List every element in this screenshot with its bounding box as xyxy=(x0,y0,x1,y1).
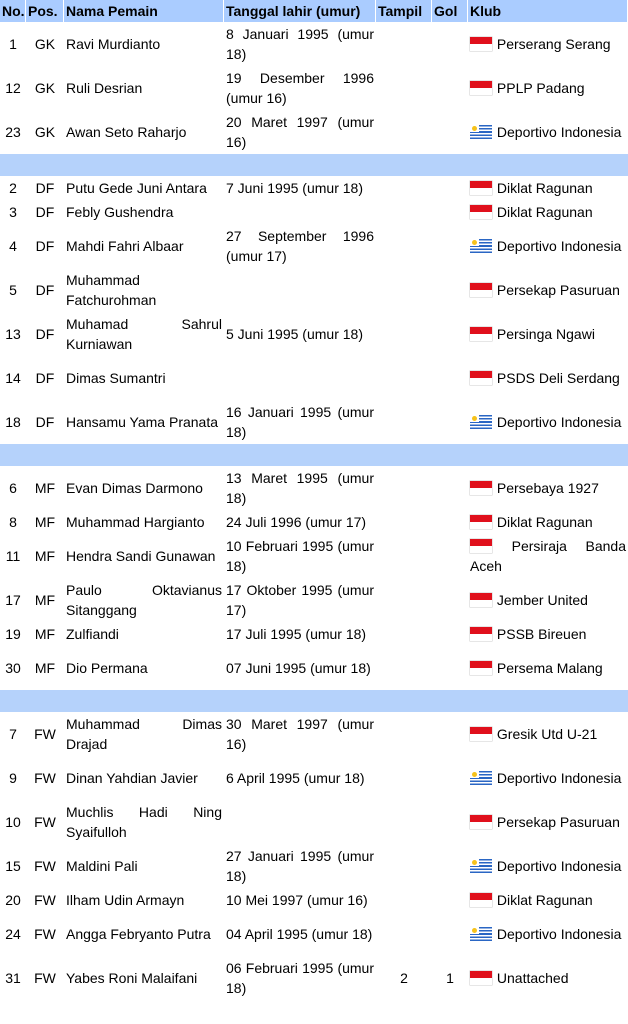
player-club xyxy=(468,646,628,690)
player-goals xyxy=(432,844,468,888)
player-goals xyxy=(432,176,468,200)
col-header-dob[interactable]: Tanggal lahir (umur) xyxy=(224,0,376,22)
player-name-link[interactable]: Ravi Murdianto xyxy=(66,36,161,52)
player-row xyxy=(0,510,628,534)
player-number: 10 xyxy=(5,814,21,830)
club-link[interactable]: PSSB Bireuen xyxy=(496,626,587,642)
indonesia-flag-icon[interactable] xyxy=(470,661,492,675)
player-name-link[interactable]: Paulo Oktavianus Sitanggang xyxy=(66,582,222,618)
player-club xyxy=(468,356,628,400)
player-name-link[interactable]: Angga Febryanto Putra xyxy=(66,926,211,942)
player-birthdate xyxy=(224,268,376,312)
birthdate-value: 5 Juni 1995 xyxy=(226,326,299,342)
player-appearances xyxy=(376,356,432,400)
player-goals xyxy=(432,466,468,510)
player-name-link[interactable]: Mahdi Fahri Albaar xyxy=(66,238,184,254)
indonesia-flag-icon[interactable] xyxy=(470,81,492,95)
player-goals xyxy=(432,712,468,756)
player-club xyxy=(468,400,628,444)
uruguay-flag-icon[interactable] xyxy=(470,239,492,253)
player-birthdate xyxy=(224,22,376,66)
player-row xyxy=(0,312,628,356)
player-goals xyxy=(432,22,468,66)
age-value: (umur 18) xyxy=(305,626,367,642)
player-name-link[interactable]: Muhammad Hargianto xyxy=(66,514,205,530)
age-value: (umur 17) xyxy=(226,248,287,264)
player-name-link[interactable]: Ruli Desrian xyxy=(66,80,143,96)
player-position: GK xyxy=(34,80,56,96)
age-value: (umur 18) xyxy=(226,538,374,574)
player-goals xyxy=(432,912,468,956)
age-value: (umur 18) xyxy=(303,770,365,786)
club-link[interactable]: Deportivo Indonesia xyxy=(496,926,622,942)
age-value: (umur 18) xyxy=(226,404,374,440)
player-number: 23 xyxy=(5,124,21,140)
player-club xyxy=(468,176,628,200)
age-value: (umur 17) xyxy=(305,514,367,530)
uruguay-flag-icon[interactable] xyxy=(470,927,492,941)
player-position: GK xyxy=(34,36,56,52)
player-row xyxy=(0,712,628,756)
indonesia-flag-icon[interactable] xyxy=(470,593,492,607)
player-birthdate xyxy=(224,578,376,622)
player-club xyxy=(468,22,628,66)
player-position: DF xyxy=(35,370,55,386)
player-position: FW xyxy=(34,970,56,986)
squad-body xyxy=(0,22,628,1000)
group-separator xyxy=(0,154,628,176)
player-goals xyxy=(432,224,468,268)
player-birthdate xyxy=(224,200,376,224)
age-value: (umur 17) xyxy=(226,582,375,618)
player-club xyxy=(468,534,628,578)
player-number: 19 xyxy=(5,626,21,642)
player-row xyxy=(0,268,628,312)
player-position: FW xyxy=(34,814,56,830)
club-link[interactable]: Persiraja Banda Aceh xyxy=(470,538,626,574)
player-row xyxy=(0,66,628,110)
player-appearances xyxy=(376,200,432,224)
player-number: 17 xyxy=(5,592,21,608)
player-name-link[interactable]: Zulfiandi xyxy=(66,626,119,642)
player-position: DF xyxy=(35,204,55,220)
player-position: MF xyxy=(34,514,56,530)
player-number: 13 xyxy=(5,326,21,342)
player-number: 8 xyxy=(9,514,17,530)
player-name-link[interactable]: Muhammad Dimas Drajad xyxy=(66,716,222,752)
player-name-link[interactable]: Muchlis Hadi Ning Syaifulloh xyxy=(66,804,222,840)
player-appearances xyxy=(376,578,432,622)
player-row xyxy=(0,534,628,578)
player-name-link[interactable]: Dio Permana xyxy=(66,660,148,676)
player-appearances xyxy=(376,800,432,844)
header-row xyxy=(0,0,628,22)
player-club xyxy=(468,110,628,154)
club-link[interactable]: Diklat Ragunan xyxy=(496,180,593,196)
birthdate-value: 16 Januari 1995 xyxy=(226,404,332,420)
player-position: FW xyxy=(34,858,56,874)
club-link[interactable]: Persinga Ngawi xyxy=(496,326,595,342)
player-goals xyxy=(432,800,468,844)
player-goals xyxy=(432,646,468,690)
club-link[interactable]: Persekap Pasuruan xyxy=(496,282,620,298)
player-position: FW xyxy=(34,726,56,742)
player-club xyxy=(468,622,628,646)
indonesia-flag-icon[interactable] xyxy=(470,627,492,641)
age-value: (umur 18) xyxy=(226,26,374,62)
player-goals xyxy=(432,534,468,578)
player-goals xyxy=(432,66,468,110)
player-birthdate xyxy=(224,800,376,844)
player-club xyxy=(468,912,628,956)
player-club xyxy=(468,844,628,888)
player-birthdate xyxy=(224,956,376,1000)
player-position: DF xyxy=(35,414,55,430)
separator-cell xyxy=(0,154,628,176)
indonesia-flag-icon[interactable] xyxy=(470,727,492,741)
club-link[interactable]: Diklat Ragunan xyxy=(496,514,593,530)
uruguay-flag-icon[interactable] xyxy=(470,859,492,873)
birthdate-value: 07 Juni 1995 xyxy=(226,660,307,676)
birthdate-value: 8 Januari 1995 xyxy=(226,26,329,42)
age-value: (umur 18) xyxy=(226,960,374,996)
player-appearances xyxy=(376,466,432,510)
age-value: (umur 18) xyxy=(310,660,371,676)
player-position: FW xyxy=(34,926,56,942)
player-appearances xyxy=(376,400,432,444)
group-separator xyxy=(0,690,628,712)
player-goals xyxy=(432,200,468,224)
player-goals xyxy=(432,510,468,534)
player-number: 4 xyxy=(9,238,17,254)
player-position: GK xyxy=(34,124,56,140)
player-goals: 1 xyxy=(446,970,454,986)
player-club xyxy=(468,224,628,268)
player-birthdate xyxy=(224,534,376,578)
player-birthdate xyxy=(224,912,376,956)
col-header-club[interactable]: Klub xyxy=(468,0,628,22)
player-club xyxy=(468,888,628,912)
player-row xyxy=(0,756,628,800)
player-row xyxy=(0,578,628,622)
birthdate-value: 30 Maret 1997 xyxy=(226,716,328,732)
player-birthdate xyxy=(224,888,376,912)
player-club xyxy=(468,800,628,844)
player-club xyxy=(468,200,628,224)
age-value: (umur 16) xyxy=(226,716,374,752)
player-row xyxy=(0,466,628,510)
birthdate-value: 27 September 1996 xyxy=(226,228,374,244)
player-position: MF xyxy=(34,660,56,676)
club-link[interactable]: Diklat Ragunan xyxy=(496,204,593,220)
indonesia-flag-icon[interactable] xyxy=(470,37,492,51)
player-name-link[interactable]: Evan Dimas Darmono xyxy=(66,480,203,496)
indonesia-flag-icon[interactable] xyxy=(470,515,492,529)
col-header-name[interactable]: Nama Pemain xyxy=(64,0,224,22)
player-position: DF xyxy=(35,180,55,196)
player-appearances xyxy=(376,312,432,356)
birthdate-value: 04 April 1995 xyxy=(226,926,308,942)
player-club xyxy=(468,510,628,534)
col-header-apps[interactable]: Tampil xyxy=(376,0,432,22)
player-club xyxy=(468,466,628,510)
player-position: DF xyxy=(35,238,55,254)
birthdate-value: 06 Februari 1995 xyxy=(226,960,334,976)
club-link[interactable]: PPLP Padang xyxy=(496,80,585,96)
club-link[interactable]: Unattached xyxy=(496,970,569,986)
col-header-no[interactable]: No. xyxy=(0,0,26,22)
birthdate-value: 10 Februari 1995 xyxy=(226,538,334,554)
col-header-pos[interactable]: Pos. xyxy=(26,0,64,22)
indonesia-flag-icon[interactable] xyxy=(470,371,492,385)
player-goals xyxy=(432,888,468,912)
player-number: 20 xyxy=(5,892,21,908)
player-row xyxy=(0,622,628,646)
indonesia-flag-icon[interactable] xyxy=(470,327,492,341)
club-link[interactable]: Deportivo Indonesia xyxy=(496,770,622,786)
player-number: 7 xyxy=(9,726,17,742)
birthdate-value: 19 Desember 1996 xyxy=(226,70,374,86)
player-club xyxy=(468,268,628,312)
player-birthdate xyxy=(224,622,376,646)
player-row xyxy=(0,912,628,956)
indonesia-flag-icon[interactable] xyxy=(470,893,492,907)
player-number: 15 xyxy=(5,858,21,874)
player-row xyxy=(0,646,628,690)
player-goals xyxy=(432,268,468,312)
player-position: MF xyxy=(34,626,56,642)
player-appearances xyxy=(376,888,432,912)
club-link[interactable]: Persebaya 1927 xyxy=(496,480,599,496)
player-row xyxy=(0,224,628,268)
player-number: 5 xyxy=(9,282,17,298)
player-goals xyxy=(432,622,468,646)
player-birthdate xyxy=(224,110,376,154)
uruguay-flag-icon[interactable] xyxy=(470,125,492,139)
birthdate-value: 20 Maret 1997 xyxy=(226,114,328,130)
player-row xyxy=(0,22,628,66)
player-row xyxy=(0,400,628,444)
age-value: (umur 18) xyxy=(302,180,363,196)
player-number: 18 xyxy=(5,414,21,430)
player-name-link[interactable]: Ilham Udin Armayn xyxy=(66,892,185,908)
player-appearances xyxy=(376,22,432,66)
age-value: (umur 18) xyxy=(226,848,374,884)
player-birthdate xyxy=(224,646,376,690)
separator-cell xyxy=(0,444,628,466)
player-appearances xyxy=(376,756,432,800)
player-name-link[interactable]: Dinan Yahdian Javier xyxy=(66,770,198,786)
player-club xyxy=(468,312,628,356)
player-name-link[interactable]: Febly Gushendra xyxy=(66,204,174,220)
player-appearances xyxy=(376,844,432,888)
indonesia-flag-icon[interactable] xyxy=(470,283,492,297)
player-appearances: 2 xyxy=(400,970,408,986)
player-row xyxy=(0,200,628,224)
player-appearances xyxy=(376,268,432,312)
birthdate-value: 27 Januari 1995 xyxy=(226,848,332,864)
indonesia-flag-icon[interactable] xyxy=(470,815,492,829)
player-appearances xyxy=(376,510,432,534)
player-row xyxy=(0,888,628,912)
player-number: 1 xyxy=(9,36,17,52)
player-birthdate xyxy=(224,466,376,510)
player-club xyxy=(468,756,628,800)
birthdate-value: 6 April 1995 xyxy=(226,770,300,786)
player-birthdate xyxy=(224,756,376,800)
uruguay-flag-icon[interactable] xyxy=(470,415,492,429)
age-value: (umur 18) xyxy=(311,926,373,942)
indonesia-flag-icon[interactable] xyxy=(470,971,492,985)
player-row xyxy=(0,844,628,888)
player-number: 6 xyxy=(9,480,17,496)
player-goals xyxy=(432,356,468,400)
player-row xyxy=(0,110,628,154)
club-link[interactable]: Persema Malang xyxy=(496,660,603,676)
age-value: (umur 16) xyxy=(306,892,368,908)
player-appearances xyxy=(376,66,432,110)
player-appearances xyxy=(376,646,432,690)
player-birthdate xyxy=(224,312,376,356)
player-club xyxy=(468,578,628,622)
player-appearances xyxy=(376,912,432,956)
club-link[interactable]: Deportivo Indonesia xyxy=(496,238,622,254)
indonesia-flag-icon[interactable] xyxy=(470,539,492,553)
birthdate-value: 7 Juni 1995 xyxy=(226,180,299,196)
player-birthdate xyxy=(224,400,376,444)
player-name-link[interactable]: Putu Gede Juni Antara xyxy=(66,180,207,196)
player-goals xyxy=(432,756,468,800)
club-link[interactable]: Gresik Utd U-21 xyxy=(496,726,598,742)
player-name-link[interactable]: Awan Seto Raharjo xyxy=(66,124,187,140)
player-birthdate xyxy=(224,510,376,534)
player-name-link[interactable]: Hendra Sandi Gunawan xyxy=(66,548,216,564)
player-number: 30 xyxy=(5,660,21,676)
age-value: (umur 16) xyxy=(226,114,374,150)
player-birthdate xyxy=(224,712,376,756)
club-link[interactable]: PSDS Deli Serdang xyxy=(496,370,620,386)
player-row xyxy=(0,800,628,844)
player-position: MF xyxy=(34,548,56,564)
birthdate-value: 10 Mei 1997 xyxy=(226,892,304,908)
club-link[interactable]: Persekap Pasuruan xyxy=(496,814,620,830)
player-appearances xyxy=(376,176,432,200)
separator-cell xyxy=(0,690,628,712)
player-row xyxy=(0,176,628,200)
player-birthdate xyxy=(224,356,376,400)
player-birthdate xyxy=(224,176,376,200)
player-name-link[interactable]: Hansamu Yama Pranata xyxy=(66,414,219,430)
player-number: 31 xyxy=(5,970,21,986)
player-appearances xyxy=(376,224,432,268)
player-number: 14 xyxy=(5,370,21,386)
col-header-goals[interactable]: Gol xyxy=(432,0,468,22)
player-appearances xyxy=(376,622,432,646)
player-goals xyxy=(432,312,468,356)
player-name-link[interactable]: Muhamad Sahrul Kurniawan xyxy=(66,316,222,352)
age-value: (umur 16) xyxy=(226,90,287,106)
birthdate-value: 24 Juli 1996 xyxy=(226,514,302,530)
club-link[interactable]: Perserang Serang xyxy=(496,36,611,52)
player-goals xyxy=(432,400,468,444)
player-number: 9 xyxy=(9,770,17,786)
player-position: FW xyxy=(34,770,56,786)
player-position: MF xyxy=(34,592,56,608)
player-birthdate xyxy=(224,66,376,110)
club-link[interactable]: Jember United xyxy=(496,592,588,608)
player-number: 3 xyxy=(9,204,17,220)
indonesia-flag-icon[interactable] xyxy=(470,181,492,195)
player-number: 12 xyxy=(5,80,21,96)
player-appearances xyxy=(376,110,432,154)
age-value: (umur 18) xyxy=(226,470,374,506)
player-name-link[interactable]: Muhammad Fatchurohman xyxy=(66,272,157,308)
club-link[interactable]: Deportivo Indonesia xyxy=(496,858,622,874)
player-goals xyxy=(432,578,468,622)
player-club xyxy=(468,956,628,1000)
player-row xyxy=(0,956,628,1000)
player-name-link[interactable]: Yabes Roni Malaifani xyxy=(66,970,198,986)
group-separator xyxy=(0,444,628,466)
player-appearances xyxy=(376,534,432,578)
club-link[interactable]: Diklat Ragunan xyxy=(496,892,593,908)
player-club xyxy=(468,66,628,110)
player-number: 24 xyxy=(5,926,21,942)
player-birthdate xyxy=(224,224,376,268)
birthdate-value: 17 Oktober 1995 xyxy=(226,582,333,598)
player-position: DF xyxy=(35,326,55,342)
player-goals xyxy=(432,110,468,154)
player-name-link[interactable]: Dimas Sumantri xyxy=(66,370,166,386)
player-number: 2 xyxy=(9,180,17,196)
uruguay-flag-icon[interactable] xyxy=(470,771,492,785)
player-position: MF xyxy=(34,480,56,496)
player-position: DF xyxy=(35,282,55,298)
player-number: 11 xyxy=(5,548,21,564)
player-position: FW xyxy=(34,892,56,908)
club-link[interactable]: Deportivo Indonesia xyxy=(496,414,622,430)
club-link[interactable]: Deportivo Indonesia xyxy=(496,124,622,140)
indonesia-flag-icon[interactable] xyxy=(470,205,492,219)
player-appearances xyxy=(376,712,432,756)
player-birthdate xyxy=(224,844,376,888)
birthdate-value: 17 Juli 1995 xyxy=(226,626,302,642)
age-value: (umur 18) xyxy=(302,326,363,342)
player-name-link[interactable]: Maldini Pali xyxy=(66,858,138,874)
player-row xyxy=(0,356,628,400)
indonesia-flag-icon[interactable] xyxy=(470,481,492,495)
birthdate-value: 13 Maret 1995 xyxy=(226,470,328,486)
player-club xyxy=(468,712,628,756)
